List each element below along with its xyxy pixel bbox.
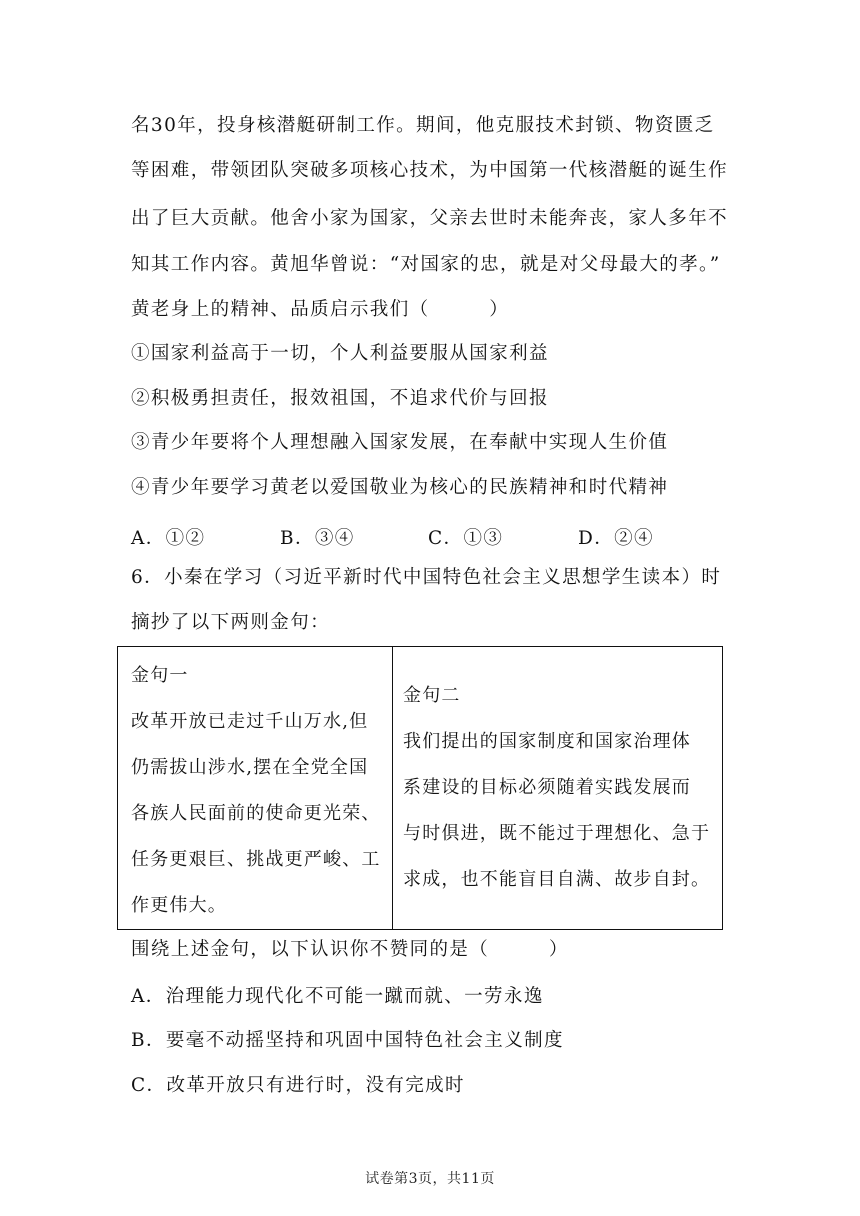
q5-options — [131, 524, 731, 548]
quotes-table — [117, 646, 723, 930]
q5-statement-2: ②积极勇担责任，报效祖国，不追求代价与回报 — [131, 388, 549, 409]
quote-2-title: 金句二 — [403, 685, 461, 706]
q6-stem-line-1: 6．小秦在学习（习近平新时代中国特色社会主义思想学生读本）时 — [131, 567, 722, 588]
q5-option-c[interactable]: C．①③ — [428, 528, 504, 549]
q5-option-b[interactable]: B．③④ — [280, 528, 355, 549]
quote-2-cell — [393, 647, 723, 930]
q5-option-d[interactable]: D．②④ — [578, 528, 654, 549]
quote-1-line: 仍需拔山涉水,摆在全党全国 — [131, 757, 369, 778]
quote-2-line: 求成，也不能盲目自满、故步自封。 — [403, 869, 711, 890]
page-footer: 试卷第3页，共11页 — [365, 1171, 495, 1187]
q5-text-line-1: 名30年，投身核潜艇研制工作。期间，他克服技术封锁、物资匮乏 — [131, 115, 715, 136]
q6-option-a[interactable]: A．治理能力现代化不可能一蹴而就、一劳永逸 — [131, 986, 544, 1007]
quote-1-line: 作更伟大。 — [131, 895, 227, 916]
q5-statement-4: ④青少年要学习黄老以爱国敬业为核心的民族精神和时代精神 — [131, 477, 669, 498]
quote-1-cell — [118, 647, 393, 930]
q5-statement-3: ③青少年要将个人理想融入国家发展，在奉献中实现人生价值 — [131, 432, 669, 453]
q5-statement-1: ①国家利益高于一切，个人利益要服从国家利益 — [131, 343, 549, 364]
q5-prompt: 黄老身上的精神、品质启示我们（ ） — [131, 299, 510, 320]
quote-1-title: 金句一 — [131, 665, 189, 686]
quote-1-line: 任务更艰巨、挑战更严峻、工 — [131, 849, 381, 870]
quote-2-line: 系建设的目标必须随着实践发展而 — [403, 777, 691, 798]
q5-text-line-2: 等困难，带领团队突破多项核心技术，为中国第一代核潜艇的诞生作 — [131, 160, 729, 181]
quote-2-line: 我们提出的国家制度和国家治理体 — [403, 731, 691, 752]
q6-option-b[interactable]: B．要毫不动摇坚持和巩固中国特色社会主义制度 — [131, 1030, 564, 1051]
q5-text-line-3: 出了巨大贡献。他舍小家为国家，父亲去世时未能奔丧，家人多年不 — [131, 208, 729, 229]
q5-option-a[interactable]: A．①② — [131, 528, 206, 549]
q6-prompt: 围绕上述金句，以下认识你不赞同的是（ ） — [131, 939, 569, 960]
quote-1-line: 各族人民面前的使命更光荣、 — [131, 803, 381, 824]
q6-stem-line-2: 摘抄了以下两则金句： — [131, 612, 331, 633]
q6-option-c[interactable]: C．改革开放只有进行时，没有完成时 — [131, 1075, 465, 1096]
q5-text-line-4: 知其工作内容。黄旭华曾说：“对国家的忠，就是对父母最大的孝。” — [131, 254, 721, 275]
quote-2-line: 与时俱进，既不能过于理想化、急于 — [403, 823, 711, 844]
quote-1-line: 改革开放已走过千山万水,但 — [131, 711, 369, 732]
